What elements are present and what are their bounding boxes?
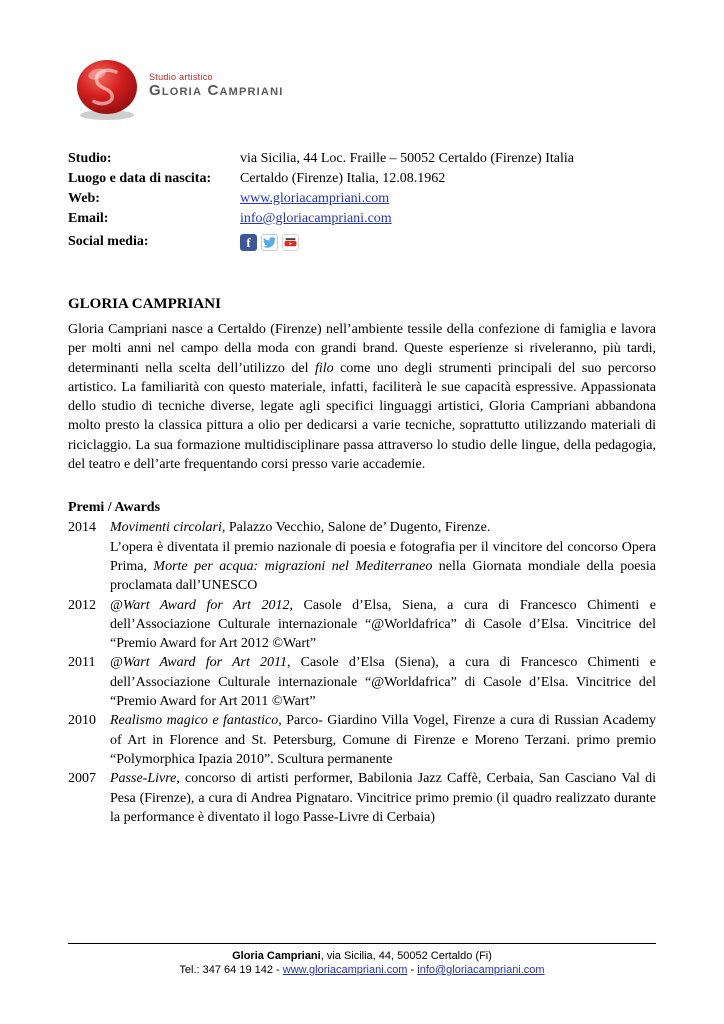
- bio-text-end: come uno degli strumenti principali del suo percorso artistico. La familiarità con questo materiale, infatti, faciliterà le sue capacità espressive. Appassionata dello studio di tecniche diverse, legate agli specifici linguaggi artistici, Gloria Campriani abbandona molto presto la classica pittura a olio per dedicarsi a varie tecniche, soprattutto utilizzando materiali di riciclaggio. La sua formazione multidisciplinare passa attraverso lo studio delle lingue, della pedagogia, del teatro e dell’arte frequentando corsi presso varie accademie.: [68, 360, 657, 473]
- footer-email-link[interactable]: info@gloriacampriani.com: [417, 964, 545, 976]
- award-year: 2010: [68, 713, 96, 729]
- contact-label-email: Email:: [68, 211, 109, 226]
- wax-seal-icon: [74, 57, 140, 123]
- award-title: Realismo magico e fantastico: [110, 713, 279, 729]
- award-item-2011: [68, 653, 656, 711]
- award-detail: , Casole d’Elsa, Siena, a cura di Francesco Chimenti e dell’Associazione Culturale internazionale “@Worldafrica” di Casole d’Elsa. Vincitrice del “Premio Award for Art 2012 ©Wart”: [110, 597, 656, 652]
- website-link[interactable]: www.gloriacampriani.com: [240, 191, 390, 206]
- bio-italic-filo: filo: [314, 360, 334, 376]
- award-title: Passe-Livre: [110, 771, 177, 787]
- contact-label-studio: Studio:: [68, 151, 112, 166]
- award-item-2012: [68, 596, 656, 654]
- award-item-2014: [68, 518, 656, 595]
- award-title: @Wart Award for Art 2011: [110, 655, 287, 671]
- award-item-2007: [68, 769, 656, 827]
- awards-list: [68, 518, 656, 827]
- award-description: [110, 518, 656, 595]
- award-extra-start: L’opera è diventata il premio nazionale di poesia e fotografia per il vincitore del concorso Opera Prima,: [110, 539, 656, 574]
- bio-heading: GLORIA CAMPRIANI: [68, 296, 221, 312]
- award-extra-title: Morte per acqua: migrazioni nel Mediterraneo: [153, 558, 433, 574]
- award-detail: Palazzo Vecchio, Salone de’ Dugento, Firenze.: [225, 520, 491, 536]
- logo-text-block: [149, 72, 283, 109]
- footer-address: , via Sicilia, 44, 50052 Certaldo (Fi): [320, 950, 492, 962]
- award-title: Movimenti circolari,: [110, 520, 226, 536]
- footer-divider: [68, 943, 656, 944]
- footer-name: Gloria Campriani: [232, 950, 321, 962]
- contact-row-web: [68, 189, 656, 209]
- contact-value-birth: Certaldo (Firenze) Italia, 12.08.1962: [240, 171, 446, 186]
- logo-studio-label: Studio artistico: [149, 71, 213, 82]
- award-description: [110, 596, 656, 654]
- facebook-icon[interactable]: f: [240, 234, 257, 251]
- contact-row-birth: [68, 169, 656, 189]
- email-link[interactable]: info@gloriacampriani.com: [240, 211, 392, 226]
- studio-logo: [74, 57, 656, 123]
- bio-paragraph: [68, 320, 656, 474]
- contact-value-studio: via Sicilia, 44 Loc. Fraille – 50052 Certaldo (Firenze) Italia: [240, 151, 574, 166]
- contact-row-email: [68, 209, 656, 229]
- contact-label-birth: Luogo e data di nascita:: [68, 171, 212, 186]
- logo-name-label: Gloria Campriani: [149, 81, 284, 99]
- award-detail: , Casole d’Elsa (Siena), a cura di Francesco Chimenti e dell’Associazione Culturale internazionale “@Worldafrica” di Casole d’Elsa. Vincitrice del “Premio Award for Art 2011 ©Wart”: [110, 655, 656, 710]
- footer-contact-line: [0, 963, 724, 977]
- contact-row-social: [68, 232, 656, 252]
- award-year: 2012: [68, 597, 96, 613]
- award-detail: , Parco- Giardino Villa Vogel, Firenze a cura di Russian Academy of Art in Florence and St. Petersburg, Comune di Firenze e Moreno Terzani. primo premio “Polymorphica Ipazia 2010”. Scultura permanente: [110, 713, 656, 767]
- youtube-icon[interactable]: [282, 234, 299, 251]
- twitter-icon[interactable]: [261, 234, 278, 251]
- contact-label-social: Social media:: [68, 234, 149, 249]
- award-title: @Wart Award for Art 2012: [110, 597, 290, 613]
- contact-row-studio: [68, 149, 656, 169]
- award-year: 2011: [68, 655, 96, 671]
- footer-address-line: [0, 949, 724, 963]
- award-description: [110, 653, 656, 711]
- award-extra-line: [110, 538, 656, 596]
- footer-tel: Tel.: 347 64 19 142 -: [179, 964, 283, 976]
- award-year: 2014: [68, 520, 96, 536]
- award-year: 2007: [68, 771, 96, 787]
- footer: [0, 949, 724, 977]
- contact-info: [68, 149, 656, 252]
- bio-text-start: Gloria Campriani nasce a Certaldo (Firenze) nell’ambiente tessile della confezione di famiglia e lavora per molti anni nel campo della moda con grandi brand. Queste esperienze si riveleranno, più tardi, determinanti nella scelta dell’utilizzo del: [68, 322, 656, 376]
- social-icons: [240, 234, 656, 251]
- footer-separator: -: [407, 964, 418, 976]
- award-description: [110, 711, 656, 769]
- award-item-2010: [68, 711, 656, 769]
- footer-website-link[interactable]: www.gloriacampriani.com: [282, 964, 408, 976]
- award-description: [110, 769, 656, 827]
- contact-label-web: Web:: [68, 191, 100, 206]
- award-extra-end: nella Giornata mondiale della poesia proclamata dall’UNESCO: [110, 558, 656, 594]
- awards-heading: Premi / Awards: [68, 500, 161, 516]
- award-detail: , concorso di artisti performer, Babilonia Jazz Caffè, Cerbaia, San Casciano Val di Pesa (Firenze), a cura di Andrea Pignataro. Vincitrice primo premio (il quadro realizzato durante la performance è diventato il logo Passe-Livre di Cerbaia): [110, 771, 656, 825]
